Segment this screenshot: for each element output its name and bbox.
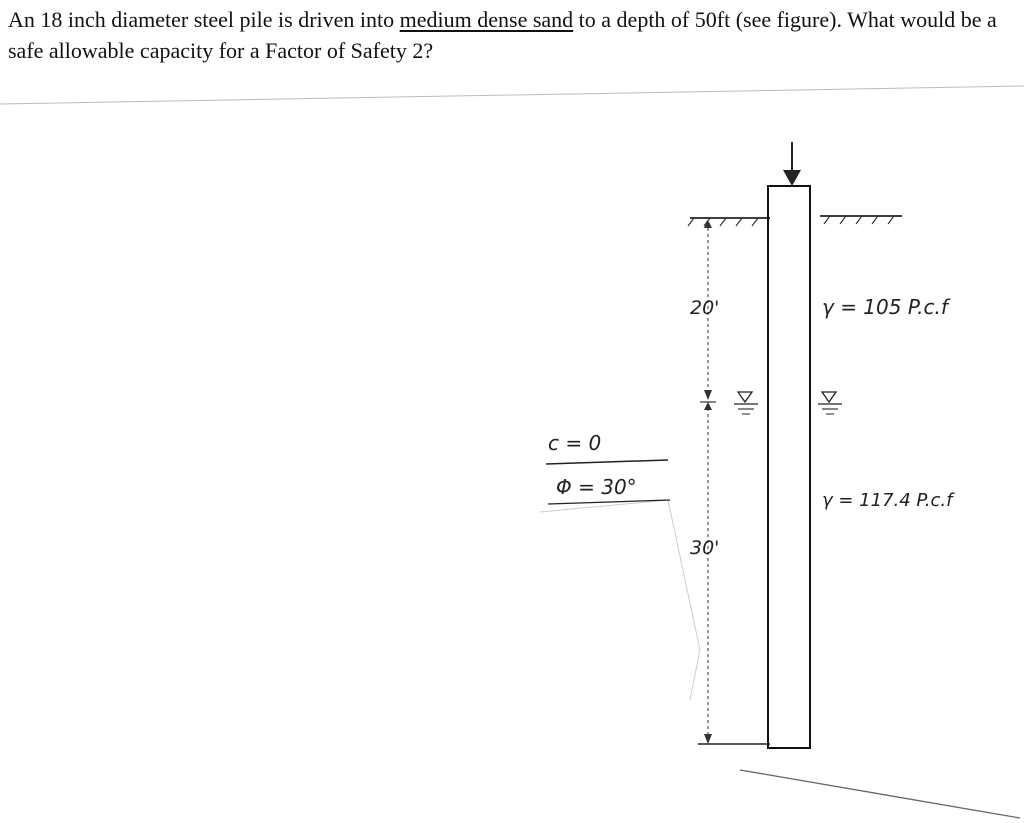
page-edge-line bbox=[0, 86, 1024, 104]
depth-upper-label: 20' bbox=[690, 297, 720, 319]
question-highlight: medium dense sand bbox=[399, 7, 574, 32]
cohesion-label: c = 0 bbox=[548, 431, 602, 455]
unit-weight-lower-label: γ = 117.4 P.c.f bbox=[822, 490, 953, 511]
question-part-2: to a depth of 50ft (see figure). What would be a safe allowable capacity for a Factor of Safety 2? bbox=[8, 7, 997, 63]
water-table-icon-left bbox=[734, 392, 758, 414]
depth-lower-label: 30' bbox=[690, 537, 720, 559]
question-part-1: An 18 inch diameter steel pile is driven into bbox=[8, 7, 400, 32]
load-arrow-icon bbox=[783, 142, 801, 186]
paper-fold-line bbox=[740, 770, 1020, 818]
cohesion-underline bbox=[546, 460, 668, 464]
unit-weight-upper-label: γ = 105 P.c.f bbox=[822, 295, 948, 319]
steel-pile bbox=[768, 186, 810, 748]
paper-cut-line bbox=[540, 500, 700, 700]
water-table-icon-right bbox=[818, 392, 842, 414]
friction-angle-label: Φ = 30° bbox=[556, 475, 637, 499]
